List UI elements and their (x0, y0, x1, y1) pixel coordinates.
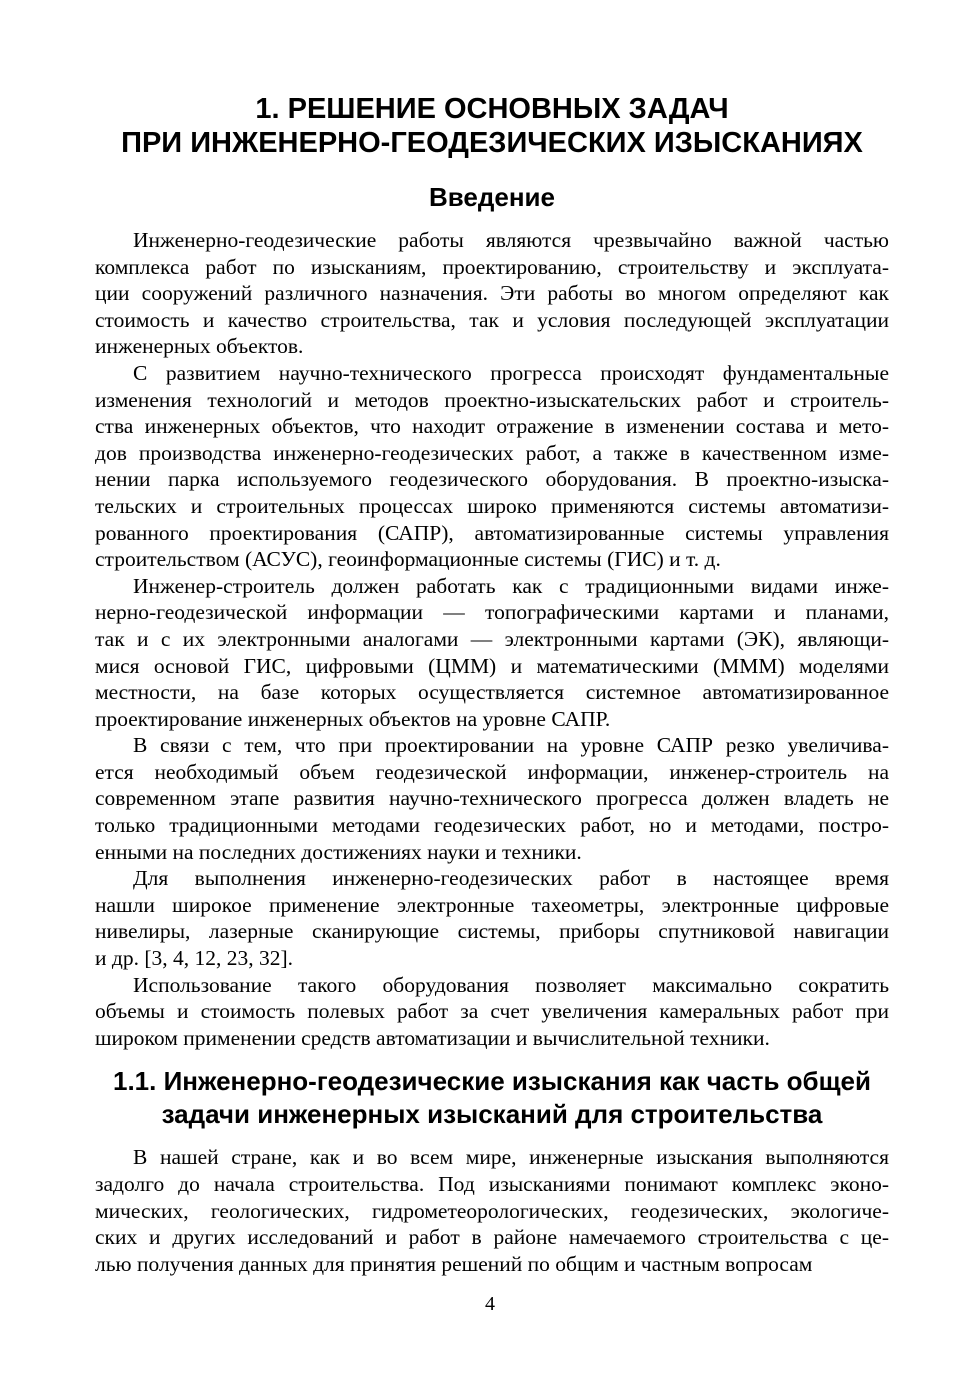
intro-heading: Введение (429, 182, 555, 212)
text-line: только традиционными методами геодезических работ, но и методами, постро- (95, 813, 889, 838)
text-line: дов производства инженерно-геодезических работ, а также в качественном изме- (95, 440, 889, 465)
page-content (95, 92, 889, 1277)
text-line: Инженер-строитель должен работать как с традиционными видами инже- (133, 573, 889, 598)
chapter-title-line-2: ПРИ ИНЖЕНЕРНО-ГЕОДЕЗИЧЕСКИХ ИЗЫСКАНИЯХ (121, 127, 863, 159)
paragraph-2 (95, 360, 889, 573)
text-line: С развитием научно-технического прогресса происходят фундаментальные (133, 360, 889, 385)
section-heading-1-1 (95, 1065, 889, 1131)
text-line: Инженерно-геодезические работы являются чрезвычайно важной частью (133, 228, 889, 252)
text-line: нашли широкое применение электронные тахеометры, электронные цифровые (95, 892, 889, 917)
text-line: рованного проектирования (САПР), автоматизированные системы управления (95, 520, 889, 545)
text-line: местности, на базе которых осуществляется системное автоматизированное (95, 680, 889, 705)
text-line: енными на последних достижениях науки и техники. (95, 839, 582, 864)
chapter-title (95, 92, 889, 160)
text-line: ется необходимый объем геодезической информации, инженер-строитель на (95, 759, 889, 784)
text-line: стоимость и качество строительства, так и условия последующей эксплуатации (95, 307, 889, 332)
text-line: В нашей стране, как и во всем мире, инженерные изыскания выполняются (133, 1145, 889, 1170)
paragraph-6 (95, 972, 889, 1052)
text-line: объемы и стоимость полевых работ за счет увеличения камеральных работ при (95, 999, 889, 1024)
page-number: 4 (485, 1293, 495, 1315)
paragraph-1 (95, 227, 889, 360)
text-line: и др. [3, 4, 12, 23, 32]. (95, 946, 294, 971)
paragraph-7 (95, 1144, 889, 1277)
text-line: задолго до начала строительства. Под изысканиями понимают комплекс эконо- (95, 1172, 889, 1196)
text-line: проектирование инженерных объектов на уровне САПР. (95, 706, 611, 731)
paragraph-5 (95, 865, 889, 971)
section-heading-line-1: 1.1. Инженерно-геодезические изыскания как часть общей (113, 1066, 871, 1097)
text-line: ции сооружений различного назначения. Эти работы во многом определяют как (95, 281, 889, 306)
text-line: строительством (АСУС), геоинформационные системы (ГИС) и т. д. (95, 547, 721, 572)
text-line: ских и других исследований и работ в районе намечаемого строительства с це- (95, 1225, 889, 1250)
text-line: комплекса работ по изысканиям, проектированию, строительству и эксплуата- (95, 254, 889, 279)
text-line: инженерных объектов. (95, 334, 304, 359)
text-line: мися основой ГИС, цифровыми (ЦММ) и математическими (МММ) моделями (95, 653, 889, 678)
text-line: лью получения данных для принятия решений по общим и частным вопросам (95, 1251, 813, 1276)
text-line: нерно-геодезической информации — топографическими картами и планами, (95, 600, 889, 625)
text-line: ства инженерных объектов, что находит отражение в изменении состава и мето- (95, 414, 889, 439)
paragraph-4 (95, 732, 889, 865)
text-line: широком применении средств автоматизации и вычислительной техники. (95, 1025, 770, 1050)
text-line: изменения технологий и методов проектно-изыскательских работ и строитель- (95, 387, 889, 412)
text-line: нении парка используемого геодезического оборудования. В проектно-изыска- (95, 467, 889, 492)
text-line: мических, геологических, гидрометеорологических, геодезических, экологиче- (95, 1198, 889, 1223)
body-text (95, 227, 889, 1277)
text-line: нивелиры, лазерные сканирующие системы, приборы спутниковой навигации (95, 919, 889, 944)
text-line: Использование такого оборудования позволяет максимально сократить (133, 972, 889, 997)
paragraph-3 (95, 573, 889, 733)
text-line: В связи с тем, что при проектировании на уровне САПР резко увеличива- (133, 733, 889, 758)
section-heading-line-2: задачи инженерных изысканий для строительства (161, 1099, 823, 1130)
text-line: Для выполнения инженерно-геодезических работ в настоящее время (133, 866, 889, 891)
chapter-title-line-1: 1. РЕШЕНИЕ ОСНОВНЫХ ЗАДАЧ (255, 93, 729, 125)
text-line: так и с их электронными аналогами — электронными картами (ЭК), являющи- (95, 626, 889, 651)
text-line: тельских и строительных процессах широко применяются системы автоматизи- (95, 493, 889, 518)
text-line: современном этапе развития научно-технического прогресса должен владеть не (95, 786, 889, 811)
